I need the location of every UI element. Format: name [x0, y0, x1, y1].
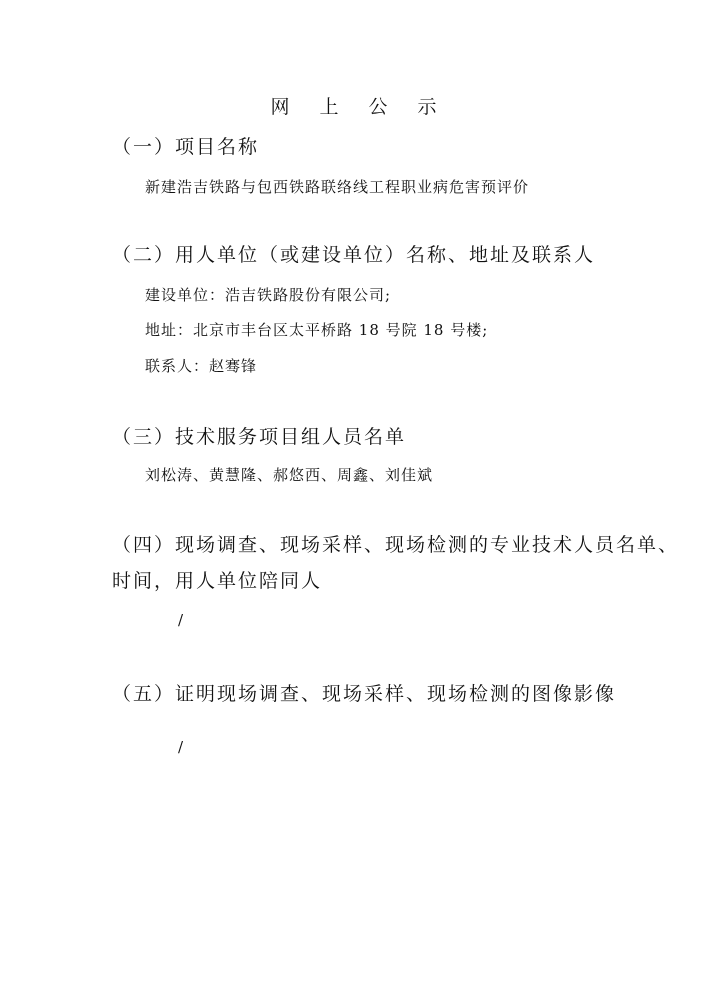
team-members: 刘松涛、黄慧隆、郝悠西、周鑫、刘佳斌 — [145, 466, 434, 484]
section-1-heading: （一）项目名称 — [112, 136, 260, 158]
section-5-heading: （五）证明现场调查、现场采样、现场检测的图像影像 — [112, 683, 617, 705]
section-4-heading-line-1: （四）现场调查、现场采样、现场检测的专业技术人员名单、 — [112, 534, 680, 556]
section-4-heading-line-2: 时间，用人单位陪同人 — [112, 570, 323, 592]
page-title: 网 上 公 示 — [270, 96, 449, 118]
address: 地址：北京市丰台区太平桥路 18 号院 18 号楼; — [145, 321, 489, 339]
project-name: 新建浩吉铁路与包西铁路联络线工程职业病危害预评价 — [145, 178, 530, 196]
section-2-heading: （二）用人单位（或建设单位）名称、地址及联系人 — [112, 244, 596, 266]
section-5-value: / — [178, 738, 184, 756]
section-3-heading: （三）技术服务项目组人员名单 — [112, 426, 407, 448]
construction-unit: 建设单位：浩吉铁路股份有限公司; — [145, 286, 392, 304]
section-4-value: / — [178, 611, 184, 629]
contact-person: 联系人：赵骞锋 — [145, 357, 258, 375]
